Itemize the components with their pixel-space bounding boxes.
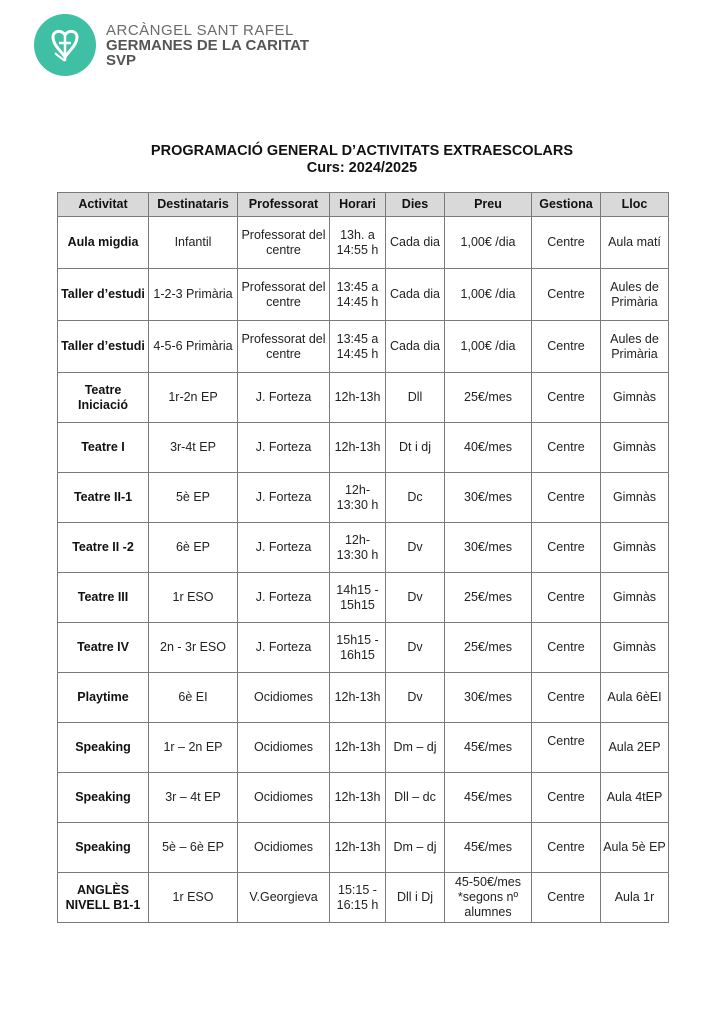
cell-gestiona: Centre	[532, 573, 601, 623]
title-line-1: PROGRAMACIÓ GENERAL D’ACTIVITATS EXTRAESCOLARS	[150, 143, 574, 159]
cell-activitat: ANGLÈS NIVELL B1-1	[58, 873, 149, 923]
table-row	[58, 823, 669, 873]
table-row	[58, 873, 669, 923]
cell-destinataris: 5è EP	[149, 473, 238, 523]
cell-dies: Dt i dj	[386, 423, 445, 473]
cell-preu: 40€/mes	[445, 423, 532, 473]
cell-dies: Dv	[386, 523, 445, 573]
table-row	[58, 573, 669, 623]
cell-preu: 30€/mes	[445, 523, 532, 573]
logo-line-3: SVP	[106, 51, 137, 69]
cell-lloc: Aula 6èEI	[601, 673, 669, 723]
logo-text	[106, 23, 309, 68]
school-logo	[34, 14, 309, 76]
logo-line-1: ARCÀNGEL SANT RAFEL	[106, 21, 294, 39]
cell-horari: 13:45 a 14:45 h	[330, 321, 386, 373]
table-row	[58, 523, 669, 573]
cell-destinataris: 6è EI	[149, 673, 238, 723]
table-row	[58, 623, 669, 673]
cell-gestiona: Centre	[532, 269, 601, 321]
cell-destinataris: 6è EP	[149, 523, 238, 573]
col-header-dies: Dies	[386, 193, 445, 217]
cell-horari: 13:45 a 14:45 h	[330, 269, 386, 321]
table-row	[58, 269, 669, 321]
cell-dies: Cada dia	[386, 269, 445, 321]
cell-activitat: Teatre IV	[58, 623, 149, 673]
cell-preu: 1,00€ /dia	[445, 321, 532, 373]
cell-lloc: Gimnàs	[601, 373, 669, 423]
cell-professorat: Professorat del centre	[238, 217, 330, 269]
logo-emblem-icon	[34, 14, 96, 76]
cell-dies: Dm – dj	[386, 723, 445, 773]
cell-professorat: J. Forteza	[238, 473, 330, 523]
page-title	[0, 143, 724, 177]
cell-dies: Dll – dc	[386, 773, 445, 823]
cell-professorat: J. Forteza	[238, 523, 330, 573]
cell-destinataris: 4-5-6 Primària	[149, 321, 238, 373]
cell-gestiona: Centre	[532, 217, 601, 269]
activities-table	[57, 192, 669, 923]
cell-dies: Dc	[386, 473, 445, 523]
cell-professorat: J. Forteza	[238, 373, 330, 423]
cell-activitat: Taller d’estudi	[58, 321, 149, 373]
cell-lloc: Aula 2EP	[601, 723, 669, 773]
cell-destinataris: 1r-2n EP	[149, 373, 238, 423]
cell-professorat: J. Forteza	[238, 623, 330, 673]
cell-horari: 13h. a 14:55 h	[330, 217, 386, 269]
cell-dies: Cada dia	[386, 217, 445, 269]
cell-dies: Cada dia	[386, 321, 445, 373]
cell-dies: Dm – dj	[386, 823, 445, 873]
cell-gestiona: Centre	[532, 723, 601, 773]
cell-professorat: V.Georgieva	[238, 873, 330, 923]
cell-gestiona: Centre	[532, 623, 601, 673]
col-header-gestiona: Gestiona	[532, 193, 601, 217]
cell-lloc: Aula 1r	[601, 873, 669, 923]
cell-lloc: Gimnàs	[601, 423, 669, 473]
cell-lloc: Gimnàs	[601, 523, 669, 573]
cell-activitat: Speaking	[58, 823, 149, 873]
cell-horari: 12h-13h	[330, 423, 386, 473]
col-header-professorat: Professorat	[238, 193, 330, 217]
col-header-horari: Horari	[330, 193, 386, 217]
cell-gestiona: Centre	[532, 773, 601, 823]
cell-horari: 14h15 - 15h15	[330, 573, 386, 623]
cell-horari: 12h-13h	[330, 723, 386, 773]
cell-dies: Dll	[386, 373, 445, 423]
cell-gestiona: Centre	[532, 321, 601, 373]
cell-preu: 25€/mes	[445, 573, 532, 623]
cell-destinataris: 1r – 2n EP	[149, 723, 238, 773]
table-row	[58, 217, 669, 269]
cell-activitat: Teatre Iniciació	[58, 373, 149, 423]
cell-activitat: Taller d’estudi	[58, 269, 149, 321]
cell-preu: 30€/mes	[445, 473, 532, 523]
cell-destinataris: 5è – 6è EP	[149, 823, 238, 873]
cell-horari: 12h- 13:30 h	[330, 523, 386, 573]
cell-preu: 30€/mes	[445, 673, 532, 723]
cell-destinataris: 1r ESO	[149, 873, 238, 923]
cell-professorat: Ocidiomes	[238, 723, 330, 773]
cell-lloc: Gimnàs	[601, 473, 669, 523]
cell-professorat: Professorat del centre	[238, 269, 330, 321]
cell-preu: 45€/mes	[445, 723, 532, 773]
cell-gestiona: Centre	[532, 823, 601, 873]
cell-horari: 15h15 - 16h15	[330, 623, 386, 673]
table-row	[58, 473, 669, 523]
table-row	[58, 723, 669, 773]
cell-lloc: Aula 4tEP	[601, 773, 669, 823]
cell-lloc: Gimnàs	[601, 573, 669, 623]
cell-activitat: Teatre III	[58, 573, 149, 623]
cell-activitat: Playtime	[58, 673, 149, 723]
col-header-destinataris: Destinataris	[149, 193, 238, 217]
cell-dies: Dv	[386, 623, 445, 673]
cell-lloc: Gimnàs	[601, 623, 669, 673]
cell-horari: 12h-13h	[330, 773, 386, 823]
cell-horari: 12h- 13:30 h	[330, 473, 386, 523]
cell-activitat: Speaking	[58, 773, 149, 823]
cell-professorat: Professorat del centre	[238, 321, 330, 373]
cell-activitat: Aula migdia	[58, 217, 149, 269]
cell-preu: 1,00€ /dia	[445, 269, 532, 321]
col-header-activitat: Activitat	[58, 193, 149, 217]
table-row	[58, 373, 669, 423]
table-row	[58, 673, 669, 723]
cell-dies: Dv	[386, 573, 445, 623]
cell-activitat: Teatre I	[58, 423, 149, 473]
cell-preu: 45-50€/mes *segons nº alumnes	[445, 873, 532, 923]
cell-dies: Dv	[386, 673, 445, 723]
cell-destinataris: 3r-4t EP	[149, 423, 238, 473]
cell-horari: 12h-13h	[330, 673, 386, 723]
cell-horari: 15:15 - 16:15 h	[330, 873, 386, 923]
col-header-lloc: Lloc	[601, 193, 669, 217]
table-row	[58, 773, 669, 823]
cell-destinataris: 1r ESO	[149, 573, 238, 623]
cell-gestiona: Centre	[532, 523, 601, 573]
cell-horari: 12h-13h	[330, 823, 386, 873]
cell-professorat: J. Forteza	[238, 423, 330, 473]
cell-destinataris: Infantil	[149, 217, 238, 269]
cell-professorat: Ocidiomes	[238, 673, 330, 723]
cell-activitat: Teatre II-1	[58, 473, 149, 523]
cell-destinataris: 3r – 4t EP	[149, 773, 238, 823]
cell-gestiona: Centre	[532, 423, 601, 473]
cell-activitat: Speaking	[58, 723, 149, 773]
cell-lloc: Aula 5è EP	[601, 823, 669, 873]
cell-activitat: Teatre II -2	[58, 523, 149, 573]
cell-lloc: Aula matí	[601, 217, 669, 269]
cell-gestiona: Centre	[532, 873, 601, 923]
col-header-preu: Preu	[445, 193, 532, 217]
cell-gestiona: Centre	[532, 673, 601, 723]
cell-gestiona: Centre	[532, 373, 601, 423]
cell-lloc: Aules de Primària	[601, 321, 669, 373]
cell-preu: 45€/mes	[445, 823, 532, 873]
cell-dies: Dll i Dj	[386, 873, 445, 923]
cell-professorat: Ocidiomes	[238, 773, 330, 823]
title-line-2: Curs: 2024/2025	[306, 160, 418, 176]
table-row	[58, 321, 669, 373]
cell-destinataris: 1-2-3 Primària	[149, 269, 238, 321]
table-row	[58, 423, 669, 473]
cell-preu: 1,00€ /dia	[445, 217, 532, 269]
cell-destinataris: 2n - 3r ESO	[149, 623, 238, 673]
table-header-row	[58, 193, 669, 217]
cell-preu: 25€/mes	[445, 623, 532, 673]
cell-preu: 25€/mes	[445, 373, 532, 423]
cell-horari: 12h-13h	[330, 373, 386, 423]
logo-line-2: GERMANES DE LA CARITAT	[106, 36, 310, 54]
cell-preu: 45€/mes	[445, 773, 532, 823]
cell-professorat: J. Forteza	[238, 573, 330, 623]
cell-professorat: Ocidiomes	[238, 823, 330, 873]
cell-gestiona: Centre	[532, 473, 601, 523]
cell-lloc: Aules de Primària	[601, 269, 669, 321]
